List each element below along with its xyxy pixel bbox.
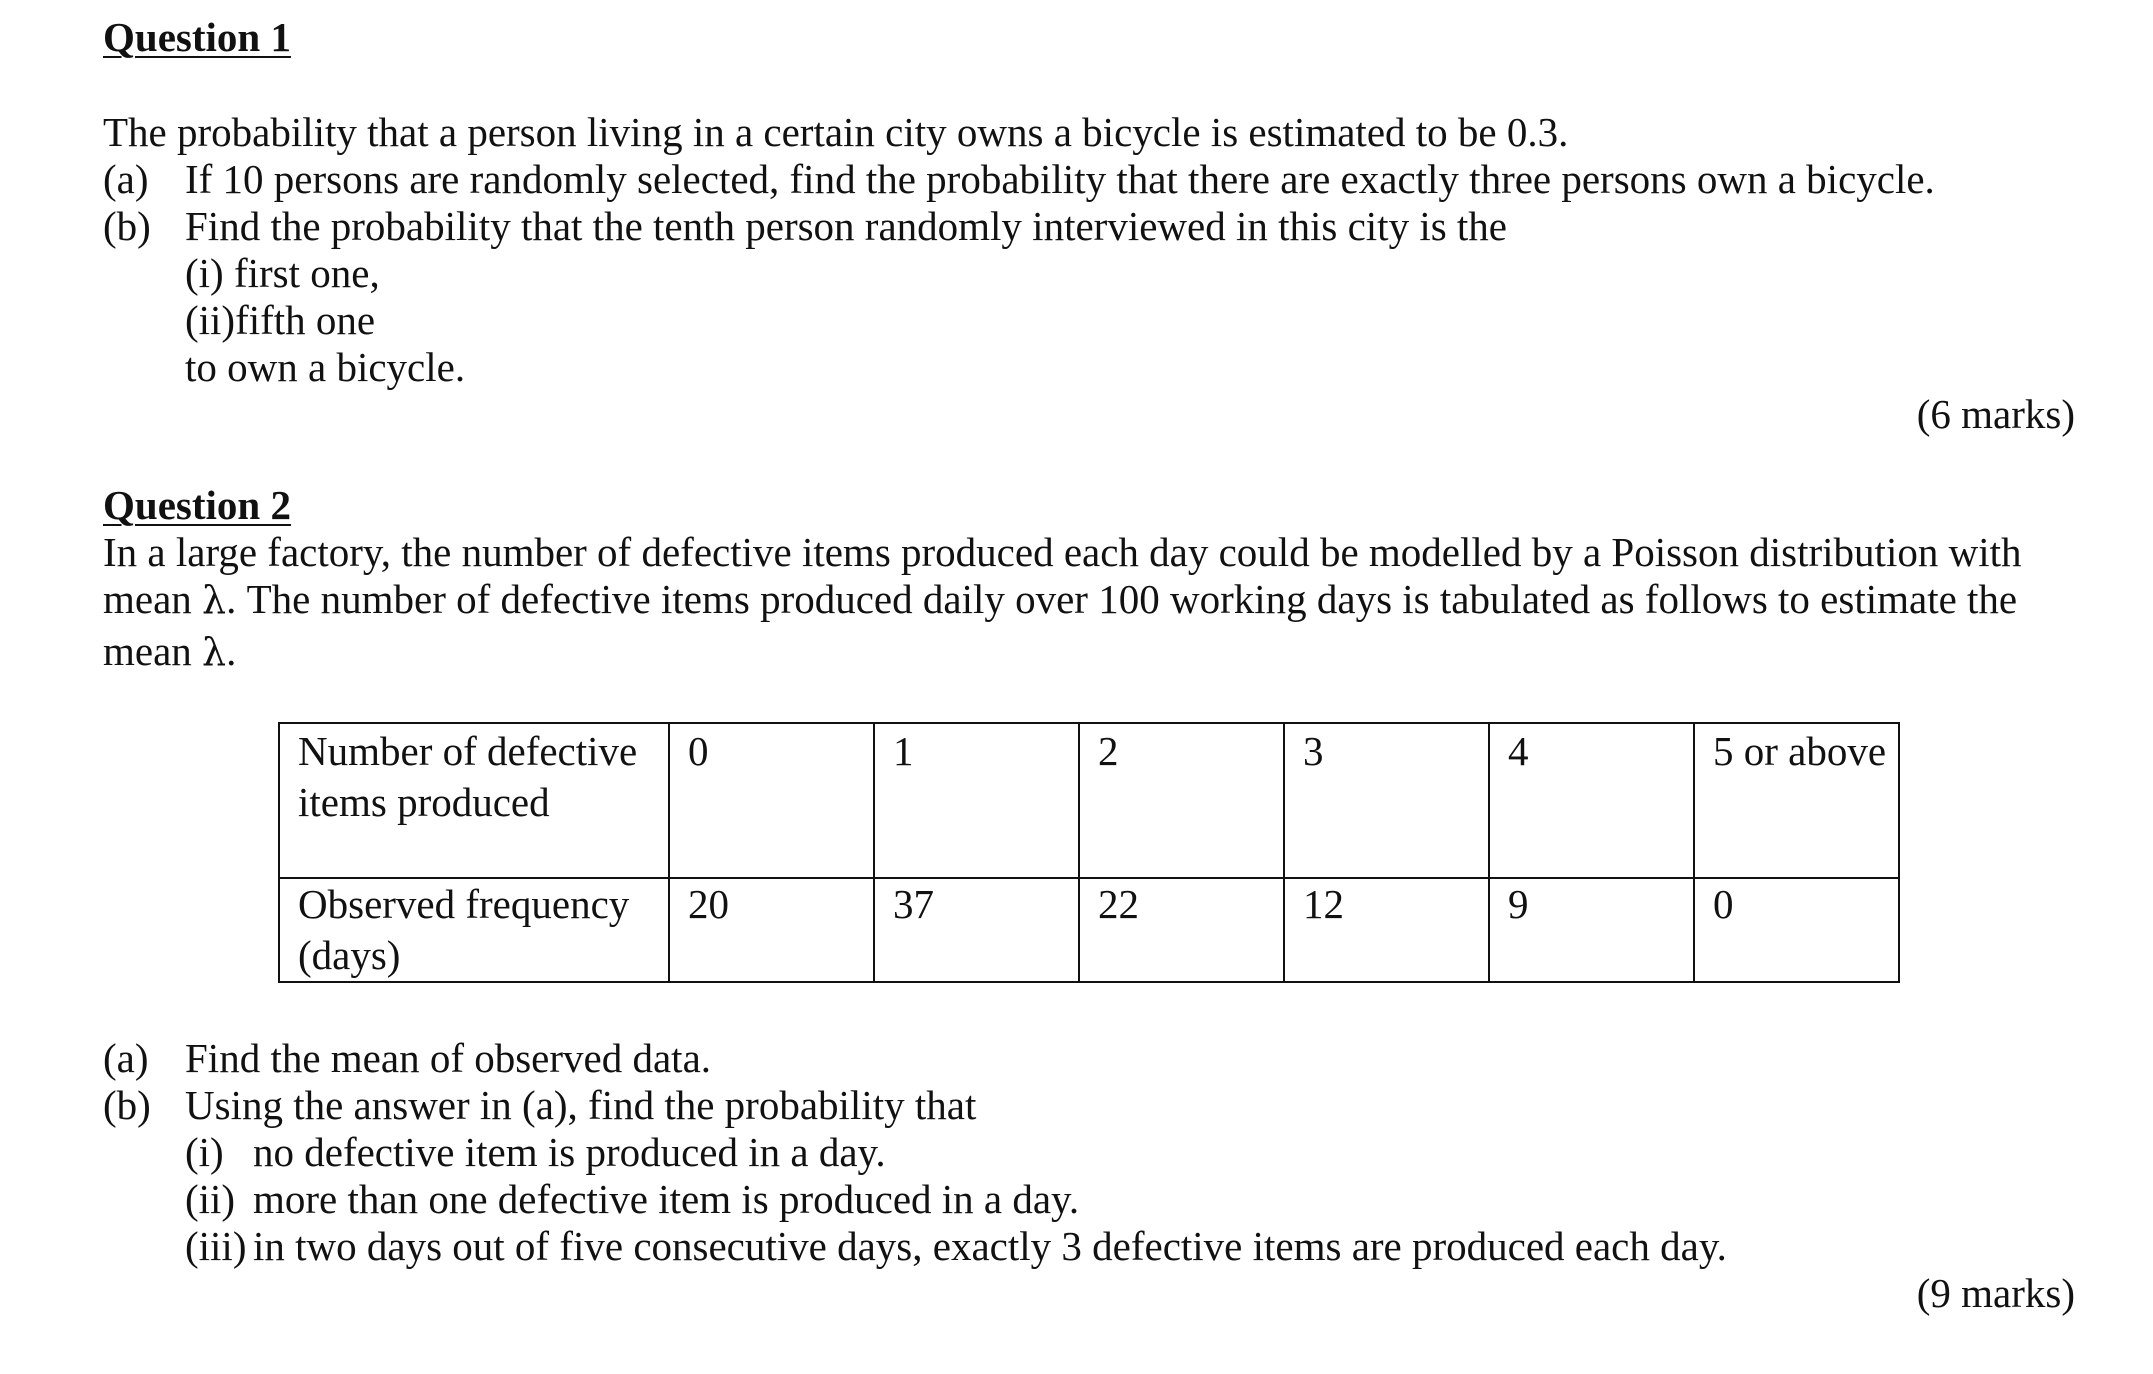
question-2-intro-line-2 bbox=[103, 576, 2017, 623]
part-a-text: Find the mean of observed data. bbox=[185, 1035, 712, 1081]
part-b-label: (b) bbox=[103, 203, 151, 249]
row-header-defective-items: Number of defective items produced bbox=[279, 723, 669, 878]
question-1-part-b-tail: to own a bicycle. bbox=[185, 344, 466, 390]
question-1-intro: The probability that a person living in a certain city owns a bicycle is estimated to be 0.3. bbox=[103, 109, 1569, 155]
question-1-part-b bbox=[103, 203, 1507, 249]
intro-line-2-rest: . The number of defective items produced daily over 100 working days is tabulated as follows to estimate the bbox=[226, 576, 2018, 622]
table-cell: 9 bbox=[1489, 878, 1694, 982]
question-1-part-b-ii: (ii)fifth one bbox=[185, 297, 376, 343]
table-cell: 12 bbox=[1284, 878, 1489, 982]
table-cell: 0 bbox=[669, 723, 874, 878]
table-cell: 37 bbox=[874, 878, 1079, 982]
question-1-part-a bbox=[103, 156, 1935, 202]
table-cell: 20 bbox=[669, 878, 874, 982]
question-2-intro-line-3 bbox=[103, 628, 236, 675]
part-a-label: (a) bbox=[103, 1035, 149, 1081]
sub-label: (i) bbox=[185, 1129, 224, 1175]
table-cell: 5 or above bbox=[1694, 723, 1899, 878]
question-2-part-b-i bbox=[185, 1129, 886, 1175]
sub-label: (iii) bbox=[185, 1223, 247, 1269]
part-b-text: Using the answer in (a), find the probability that bbox=[185, 1082, 977, 1128]
sub-label: (ii) bbox=[185, 1176, 236, 1222]
question-1-marks: (6 marks) bbox=[1916, 391, 2075, 437]
sub-text: in two days out of five consecutive days, exactly 3 defective items are produced each day. bbox=[253, 1223, 1727, 1269]
table-row-defective-items bbox=[279, 723, 1899, 878]
table-cell: 3 bbox=[1284, 723, 1489, 878]
table-cell: 4 bbox=[1489, 723, 1694, 878]
question-1-part-b-i: (i) first one, bbox=[185, 250, 380, 296]
lambda-symbol: λ bbox=[202, 578, 227, 622]
frequency-table bbox=[278, 722, 1900, 983]
intro-line-3-period: . bbox=[226, 628, 237, 674]
table-cell: 22 bbox=[1079, 878, 1284, 982]
table-row-observed-frequency bbox=[279, 878, 1899, 982]
intro-mean-word: mean bbox=[103, 576, 192, 622]
table-cell: 0 bbox=[1694, 878, 1899, 982]
table-cell: 2 bbox=[1079, 723, 1284, 878]
sub-text: more than one defective item is produced in a day. bbox=[253, 1176, 1080, 1222]
part-a-label: (a) bbox=[103, 156, 149, 202]
question-2-part-b-ii bbox=[185, 1176, 1079, 1222]
question-2-marks: (9 marks) bbox=[1916, 1270, 2075, 1316]
sub-text: no defective item is produced in a day. bbox=[253, 1129, 886, 1175]
part-b-label: (b) bbox=[103, 1082, 151, 1128]
question-2-part-a bbox=[103, 1035, 711, 1081]
part-a-text: If 10 persons are randomly selected, find the probability that there are exactly three persons own a bicycle. bbox=[185, 156, 1935, 202]
intro-mean-word: mean bbox=[103, 628, 192, 674]
lambda-symbol: λ bbox=[202, 630, 227, 674]
table-cell: 1 bbox=[874, 723, 1079, 878]
part-b-text: Find the probability that the tenth person randomly interviewed in this city is the bbox=[185, 203, 1508, 249]
question-2-intro-line-1: In a large factory, the number of defective items produced each day could be modelled by a Poisson distribution with bbox=[103, 529, 2022, 575]
question-2-heading: Question 2 bbox=[103, 482, 291, 528]
question-2-part-b bbox=[103, 1082, 976, 1128]
question-1-heading: Question 1 bbox=[103, 14, 291, 60]
question-2-part-b-iii bbox=[185, 1223, 1727, 1269]
row-header-observed-frequency: Observed frequency (days) bbox=[279, 878, 669, 982]
